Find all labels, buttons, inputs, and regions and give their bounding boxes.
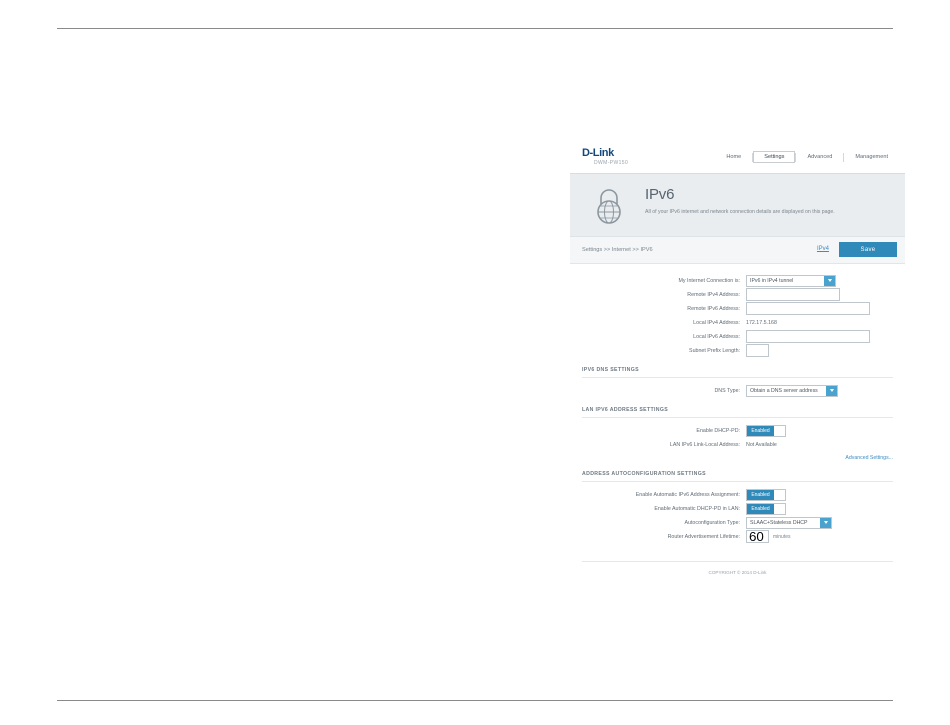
local-ipv4-value: 172.17.5.168 bbox=[746, 319, 777, 326]
chevron-down-icon[interactable] bbox=[824, 276, 835, 286]
section-title-dns: IPV6 DNS SETTINGS bbox=[582, 367, 893, 378]
breadcrumb: Settings >> Internet >> IPV6 bbox=[582, 247, 653, 253]
dns-type-select[interactable] bbox=[746, 385, 838, 397]
local-ipv6-input[interactable] bbox=[746, 330, 870, 343]
brand-name: D-Link bbox=[582, 147, 614, 159]
dns-type-value: Obtain a DNS server address bbox=[750, 387, 818, 394]
advanced-settings-link[interactable]: Advanced Settings... bbox=[845, 455, 893, 461]
ra-lifetime-input[interactable] bbox=[746, 530, 769, 543]
remote-ipv6-input[interactable] bbox=[746, 302, 870, 315]
router-admin-window bbox=[570, 140, 905, 585]
label-remote-ipv6: Remote IPv6 Address: bbox=[687, 305, 740, 312]
label-autoconfiguration-type: Autoconfiguration Type: bbox=[684, 519, 740, 526]
nav-item-management[interactable]: Management bbox=[855, 154, 888, 160]
chevron-down-icon[interactable] bbox=[826, 386, 837, 396]
main-nav bbox=[715, 151, 899, 163]
copyright-footer: COPYRIGHT © 2014 D-Link bbox=[582, 561, 893, 579]
ipv4-link[interactable]: IPv4 bbox=[816, 246, 829, 252]
form-row-ra-lifetime bbox=[582, 530, 893, 543]
link-local-address-value: Not Available bbox=[746, 441, 777, 448]
form-row-autoconfiguration-type bbox=[582, 516, 893, 529]
internet-connection-value: IPv6 in IPv4 tunnel bbox=[750, 277, 794, 284]
label-auto-ipv6-assignment: Enable Automatic IPv6 Address Assignment: bbox=[635, 491, 740, 498]
nav-item-advanced[interactable]: Advanced bbox=[807, 154, 833, 160]
page-title: IPv6 bbox=[645, 186, 675, 203]
form-row-auto-dhcp-pd-lan bbox=[582, 502, 893, 515]
enable-dhcp-pd-state: Enabled bbox=[747, 426, 774, 436]
nav-item-settings[interactable]: Settings bbox=[753, 151, 795, 163]
form-row-link-local bbox=[582, 438, 893, 451]
form-row-subnet-prefix bbox=[582, 344, 893, 357]
app-header bbox=[570, 140, 905, 174]
autoconfiguration-type-select[interactable] bbox=[746, 517, 832, 529]
label-remote-ipv4: Remote IPv4 Address: bbox=[687, 291, 740, 298]
remote-ipv4-input[interactable] bbox=[746, 288, 840, 301]
form-row-internet-connection bbox=[582, 274, 893, 287]
label-internet-connection: My Internet Connection is: bbox=[678, 277, 740, 284]
brand-logo bbox=[582, 148, 628, 166]
auto-ipv6-assignment-toggle[interactable] bbox=[746, 489, 786, 501]
label-subnet-prefix: Subnet Prefix Length: bbox=[689, 347, 740, 354]
subnet-prefix-input[interactable] bbox=[746, 344, 769, 357]
brand-model: DWM-PW150 bbox=[594, 160, 629, 166]
section-title-autoconfiguration: ADDRESS AUTOCONFIGURATION SETTINGS bbox=[582, 471, 893, 482]
autoconfiguration-type-value: SLAAC+Stateless DHCP bbox=[750, 519, 808, 526]
label-dns-type: DNS Type: bbox=[714, 387, 740, 394]
label-link-local-address: LAN IPv6 Link-Local Address: bbox=[669, 441, 740, 448]
form-row-dhcp-pd bbox=[582, 424, 893, 437]
settings-form bbox=[570, 264, 905, 585]
page-divider-top bbox=[57, 28, 893, 29]
lock-globe-icon bbox=[588, 185, 630, 227]
form-row-auto-ipv6-assignment bbox=[582, 488, 893, 501]
form-row-remote-ipv6 bbox=[582, 302, 893, 315]
section-title-lan: LAN IPV6 ADDRESS SETTINGS bbox=[582, 407, 893, 418]
label-local-ipv4: Local IPv4 Address: bbox=[693, 319, 740, 326]
form-row-remote-ipv4 bbox=[582, 288, 893, 301]
auto-ipv6-assignment-state: Enabled bbox=[747, 490, 774, 500]
ra-lifetime-unit: minutes bbox=[773, 533, 791, 540]
internet-connection-select[interactable] bbox=[746, 275, 836, 287]
label-auto-dhcp-pd-lan: Enable Automatic DHCP-PD in LAN: bbox=[654, 505, 740, 512]
label-local-ipv6: Local IPv6 Address: bbox=[693, 333, 740, 340]
form-row-local-ipv6 bbox=[582, 330, 893, 343]
label-enable-dhcp-pd: Enable DHCP-PD: bbox=[696, 427, 740, 434]
form-row-local-ipv4 bbox=[582, 316, 893, 329]
save-button[interactable]: Save bbox=[839, 242, 897, 257]
page-hero bbox=[570, 174, 905, 237]
chevron-down-icon[interactable] bbox=[820, 518, 831, 528]
page-subtitle: All of your IPv6 internet and network connection details are displayed on this page. bbox=[645, 209, 835, 215]
hero-text bbox=[645, 186, 835, 215]
label-ra-lifetime: Router Advertisement Lifetime: bbox=[667, 533, 740, 540]
auto-dhcp-pd-lan-state: Enabled bbox=[747, 504, 774, 514]
auto-dhcp-pd-lan-toggle[interactable] bbox=[746, 503, 786, 515]
breadcrumb-bar bbox=[570, 237, 905, 264]
form-row-dns-type bbox=[582, 384, 893, 397]
nav-item-home[interactable]: Home bbox=[726, 154, 742, 160]
enable-dhcp-pd-toggle[interactable] bbox=[746, 425, 786, 437]
page-divider-bottom bbox=[57, 700, 893, 701]
